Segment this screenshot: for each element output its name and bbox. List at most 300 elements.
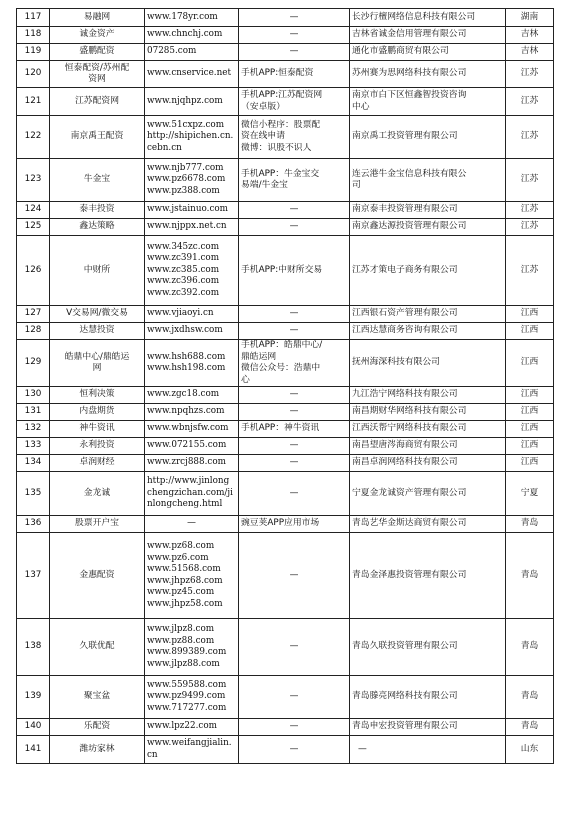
website-url-line: http://www.jinlong — [147, 476, 230, 487]
platform-name — [50, 340, 145, 387]
row-number: 126 — [17, 236, 50, 306]
website-url — [145, 736, 239, 764]
website-url — [145, 676, 239, 719]
app-info — [239, 306, 350, 323]
company-name-line: 江西银石资产管理有限公司 — [352, 308, 458, 319]
row-number: 130 — [17, 387, 50, 404]
platform-name-line: 盛鹏配资 — [79, 46, 115, 57]
platform-table-body — [17, 9, 554, 764]
region: 山东 — [506, 736, 554, 764]
app-info-line: — — [289, 389, 299, 400]
website-url-line: www.51568.com — [147, 564, 221, 574]
app-info-line: 微信小程序：股票配 — [241, 119, 321, 130]
app-info-line: — — [289, 569, 299, 580]
app-info-line: 手机APP:恒泰配资 — [241, 68, 314, 79]
region: 青岛 — [506, 719, 554, 736]
app-info — [239, 323, 350, 340]
website-url-line: nlongcheng.html — [147, 499, 223, 510]
region: 江西 — [506, 421, 554, 438]
website-url — [145, 88, 239, 116]
region: 宁夏 — [506, 472, 554, 516]
website-url — [145, 202, 239, 219]
platform-name — [50, 676, 145, 719]
row-number: 140 — [17, 719, 50, 736]
company-name-line: 通化市盛鹏商贸有限公司 — [352, 46, 449, 57]
platform-name-line: 股票开户宝 — [75, 518, 119, 529]
platform-name — [50, 219, 145, 236]
company-name-line: 青岛金泽惠投资管理有限公司 — [352, 569, 467, 580]
platform-list-document — [16, 8, 554, 764]
website-url-line: www.345zc.com — [147, 241, 220, 252]
website-url-line: www.zc385.com — [147, 264, 220, 275]
company-name — [350, 44, 506, 61]
region: 江苏 — [506, 116, 554, 159]
region: 江西 — [506, 323, 554, 340]
app-info-line: — — [289, 406, 299, 417]
table-row — [17, 438, 554, 455]
platform-name — [50, 9, 145, 27]
region: 青岛 — [506, 619, 554, 676]
table-row — [17, 61, 554, 88]
website-url-line: www.npqhzs.com — [147, 406, 225, 417]
table-row — [17, 719, 554, 736]
platform-name-line: 诚金资产 — [79, 29, 115, 40]
table-row — [17, 202, 554, 219]
website-url — [145, 533, 239, 619]
app-info-line: — — [289, 487, 299, 498]
website-url-line: www.jhpz58.com — [147, 598, 223, 609]
platform-name — [50, 27, 145, 44]
platform-name — [50, 421, 145, 438]
app-info — [239, 736, 350, 764]
company-name-line: 长沙行檀网络信息科技有限公司 — [352, 11, 476, 22]
website-url-line: www.899389.com — [147, 647, 227, 657]
platform-name — [50, 472, 145, 516]
company-name-line: 中心 — [352, 101, 370, 112]
platform-name-line: 皓鼎中心/鼎皓运 — [64, 351, 130, 362]
platform-name-line: 鑫达策略 — [79, 221, 115, 232]
row-number: 134 — [17, 455, 50, 472]
website-url-line: www.pz388.com — [147, 185, 220, 196]
row-number: 141 — [17, 736, 50, 764]
website-url-line: www.hsh688.com — [147, 351, 226, 362]
website-url-line: www.559588.com — [147, 679, 227, 690]
website-url-line: www.pz6678.com — [147, 174, 226, 185]
table-row — [17, 44, 554, 61]
app-info — [239, 676, 350, 719]
website-url-line: www.chnchj.com — [147, 29, 223, 40]
company-name — [350, 9, 506, 27]
company-name — [350, 116, 506, 159]
app-info — [239, 219, 350, 236]
website-url-line: cn — [147, 749, 158, 760]
website-url-line: www.lpz22.com — [147, 721, 217, 732]
company-name — [350, 455, 506, 472]
company-name — [350, 61, 506, 88]
website-url — [145, 44, 239, 61]
platform-name-line: 内盘期货 — [79, 406, 115, 417]
app-info-line: 手机APP:江苏配资网 — [241, 90, 323, 100]
app-info — [239, 438, 350, 455]
company-name-line: 南京市白下区恒鑫智投资咨询 — [352, 90, 467, 100]
region: 江苏 — [506, 88, 554, 116]
app-info-line: — — [289, 721, 299, 732]
app-info-line: 手机APP：牛金宝交 — [241, 168, 320, 179]
table-row — [17, 340, 554, 387]
website-url — [145, 387, 239, 404]
table-row — [17, 455, 554, 472]
table-row — [17, 306, 554, 323]
platform-table — [16, 8, 554, 764]
region: 江西 — [506, 306, 554, 323]
app-info — [239, 516, 350, 533]
app-info-line: 微信公众号：浩鼎中 — [241, 363, 321, 373]
website-url-line: chengzichan.com/ji — [147, 487, 233, 498]
app-info — [239, 236, 350, 306]
company-name-line: 南昌期财华网络科技有限公司 — [352, 406, 467, 417]
region: 江西 — [506, 387, 554, 404]
company-name — [350, 306, 506, 323]
platform-name — [50, 387, 145, 404]
region: 江苏 — [506, 236, 554, 306]
website-url — [145, 340, 239, 387]
region: 江西 — [506, 438, 554, 455]
app-info — [239, 116, 350, 159]
website-url-line: www.pz6.com — [147, 552, 209, 563]
company-name-line: 青岛申宏投资管理有限公司 — [352, 721, 458, 732]
table-row — [17, 219, 554, 236]
table-row — [17, 159, 554, 202]
app-info-line: — — [289, 457, 299, 468]
platform-name-line: V交易网/微交易 — [66, 308, 128, 319]
platform-name — [50, 323, 145, 340]
row-number: 120 — [17, 61, 50, 88]
website-url-line: www.njppx.net.cn — [147, 221, 227, 232]
website-url — [145, 159, 239, 202]
platform-name-line: 聚宝盆 — [83, 691, 111, 702]
platform-name — [50, 404, 145, 421]
website-url-line: www.pz68.com — [147, 541, 215, 551]
app-info-line: — — [289, 691, 299, 702]
website-url — [145, 619, 239, 676]
platform-name — [50, 619, 145, 676]
app-info — [239, 533, 350, 619]
table-row — [17, 676, 554, 719]
company-name-line: 连云港牛金宝信息科技有限公 — [352, 168, 467, 179]
company-name — [350, 516, 506, 533]
app-info-line: 手机APP：皓鼎中心/ — [241, 340, 323, 350]
platform-name-line: 金惠配资 — [79, 569, 115, 580]
app-info-line: — — [289, 743, 299, 754]
platform-name — [50, 159, 145, 202]
platform-name — [50, 61, 145, 88]
table-row — [17, 387, 554, 404]
platform-name — [50, 438, 145, 455]
website-url-line: www.jxdhsw.com — [147, 325, 223, 336]
row-number: 131 — [17, 404, 50, 421]
app-info — [239, 88, 350, 116]
app-info — [239, 159, 350, 202]
website-url — [145, 236, 239, 306]
website-url — [145, 116, 239, 159]
row-number: 136 — [17, 516, 50, 533]
company-name-line: 南京鑫达源投资管理有限公司 — [352, 221, 467, 232]
website-url-line: www.hsh198.com — [147, 363, 226, 373]
platform-name-line: 金龙诚 — [83, 487, 111, 498]
company-name-line: 苏州赛为思网络科技有限公司 — [352, 68, 467, 79]
table-row — [17, 533, 554, 619]
app-info-line: — — [289, 440, 299, 451]
platform-name — [50, 736, 145, 764]
app-info — [239, 421, 350, 438]
table-row — [17, 736, 554, 764]
platform-name-line: 恒利决策 — [79, 389, 115, 400]
platform-name — [50, 236, 145, 306]
website-url-line: www.jhpz68.com — [147, 575, 223, 586]
website-url-line: www.wbnjsfw.com — [147, 423, 229, 434]
region: 青岛 — [506, 533, 554, 619]
company-name-line: 宁夏金龙诚资产管理有限公司 — [352, 487, 467, 498]
app-info-line: 微博：识股不识人 — [241, 142, 312, 153]
table-row — [17, 421, 554, 438]
app-info-line: 手机APP：神牛资讯 — [241, 423, 320, 434]
company-name — [350, 619, 506, 676]
app-info — [239, 61, 350, 88]
platform-name-line: 久联优配 — [79, 641, 115, 652]
row-number: 128 — [17, 323, 50, 340]
region: 江苏 — [506, 159, 554, 202]
website-url-line: www.weifangjialin. — [147, 738, 232, 748]
platform-name-line: 资网 — [88, 74, 106, 84]
company-name-line: 九江浩宁网络科技有限公司 — [352, 389, 458, 400]
table-row — [17, 27, 554, 44]
region: 吉林 — [506, 44, 554, 61]
app-info-line: 鼎皓运网 — [241, 351, 277, 362]
website-url-line: 07285.com — [147, 46, 197, 57]
website-url-line: www.51cxpz.com — [147, 119, 225, 130]
platform-name-line: 南京禹王配资 — [70, 131, 124, 142]
app-info-line: — — [289, 221, 299, 232]
website-url — [145, 421, 239, 438]
company-name — [350, 88, 506, 116]
company-name — [350, 27, 506, 44]
platform-name-line: 牛金宝 — [83, 174, 111, 185]
website-url-line: www.zgc18.com — [147, 389, 220, 400]
company-name — [350, 236, 506, 306]
company-name — [350, 404, 506, 421]
platform-name-line: 恒泰配资/苏州配 — [64, 62, 130, 73]
app-info-line: — — [289, 11, 299, 22]
row-number: 122 — [17, 116, 50, 159]
app-info-line: 豌豆荚APP应用市场 — [241, 518, 320, 529]
company-name-line: 南京禹工投资管理有限公司 — [352, 131, 458, 142]
app-info-line: 易端/牛金宝 — [241, 180, 288, 190]
platform-name-line: 卓润财经 — [79, 457, 115, 468]
region: 青岛 — [506, 516, 554, 533]
website-url-line: — — [187, 518, 196, 529]
table-row — [17, 116, 554, 159]
company-name — [350, 421, 506, 438]
company-name — [350, 472, 506, 516]
app-info — [239, 27, 350, 44]
website-url — [145, 516, 239, 533]
company-name — [350, 387, 506, 404]
table-row — [17, 236, 554, 306]
app-info — [239, 619, 350, 676]
platform-name — [50, 533, 145, 619]
company-name-line: 南昌卓润网络科技有限公司 — [352, 457, 458, 468]
table-row — [17, 404, 554, 421]
website-url-line: www.vjiaoyi.cn — [147, 308, 214, 319]
company-name — [350, 438, 506, 455]
company-name — [350, 159, 506, 202]
platform-name-line: 泰丰投资 — [79, 204, 115, 215]
app-info-line: — — [289, 204, 299, 215]
company-name-line: 南昌望唐涔海商贸有限公司 — [352, 440, 458, 451]
company-name — [350, 533, 506, 619]
website-url-line: www.jlpz8.com — [147, 624, 215, 634]
row-number: 117 — [17, 9, 50, 27]
platform-name-line: 江苏配资网 — [75, 95, 119, 106]
platform-name — [50, 88, 145, 116]
website-url-line: www.pz45.com — [147, 587, 215, 597]
row-number: 127 — [17, 306, 50, 323]
row-number: 123 — [17, 159, 50, 202]
region: 青岛 — [506, 676, 554, 719]
company-name-line: 青岛久联投资管理有限公司 — [352, 641, 458, 652]
website-url-line: www.zc396.com — [147, 276, 220, 287]
app-info — [239, 9, 350, 27]
website-url — [145, 61, 239, 88]
table-row — [17, 619, 554, 676]
platform-name — [50, 719, 145, 736]
app-info-line: 心 — [241, 374, 250, 385]
website-url-line: www.zrcj888.com — [147, 457, 226, 468]
app-info-line: — — [289, 308, 299, 319]
website-url — [145, 9, 239, 27]
company-name — [350, 323, 506, 340]
row-number: 132 — [17, 421, 50, 438]
platform-name — [50, 116, 145, 159]
table-row — [17, 516, 554, 533]
website-url — [145, 404, 239, 421]
platform-name-line: 易融网 — [83, 11, 111, 22]
region: 江苏 — [506, 219, 554, 236]
website-url — [145, 719, 239, 736]
platform-name-line: 网 — [92, 363, 102, 373]
website-url-line: www.njb777.com — [147, 162, 224, 173]
website-url-line: www.pz88.com — [147, 635, 215, 646]
row-number: 125 — [17, 219, 50, 236]
platform-name-line: 乐配资 — [83, 721, 111, 732]
website-url — [145, 438, 239, 455]
row-number: 135 — [17, 472, 50, 516]
website-url-line: www.zc392.com — [147, 287, 220, 298]
platform-name-line: 潍坊家林 — [79, 743, 115, 754]
website-url — [145, 27, 239, 44]
region: 湖南 — [506, 9, 554, 27]
website-url — [145, 323, 239, 340]
company-name-line: 青岛滕亮网络科技有限公司 — [352, 691, 458, 702]
region: 江西 — [506, 455, 554, 472]
region: 江西 — [506, 340, 554, 387]
website-url — [145, 472, 239, 516]
company-name-line: 吉林省诚金信用管理有限公司 — [352, 29, 467, 40]
row-number: 121 — [17, 88, 50, 116]
table-row — [17, 88, 554, 116]
platform-name — [50, 44, 145, 61]
row-number: 137 — [17, 533, 50, 619]
website-url-line: www.cnservice.net — [147, 68, 231, 79]
company-name-line: 江西沃帮宁网络科技有限公司 — [352, 423, 467, 434]
company-name — [350, 736, 506, 764]
row-number: 138 — [17, 619, 50, 676]
app-info — [239, 44, 350, 61]
region: 江苏 — [506, 61, 554, 88]
table-row — [17, 323, 554, 340]
website-url-line: www.pz9499.com — [147, 691, 226, 702]
row-number: 133 — [17, 438, 50, 455]
app-info — [239, 719, 350, 736]
company-name-line: 江苏才策电子商务有限公司 — [352, 264, 458, 275]
website-url — [145, 306, 239, 323]
platform-name — [50, 455, 145, 472]
platform-name-line: 永利投资 — [79, 440, 115, 451]
row-number: 129 — [17, 340, 50, 387]
company-name-line: 司 — [352, 180, 361, 190]
platform-name-line: 中财所 — [83, 264, 111, 275]
table-row — [17, 472, 554, 516]
company-name-line: 抚州海深科技有限公司 — [352, 357, 440, 368]
platform-name — [50, 202, 145, 219]
company-name — [350, 202, 506, 219]
company-name — [350, 719, 506, 736]
website-url-line: www.njqhpz.com — [147, 95, 223, 106]
row-number: 119 — [17, 44, 50, 61]
row-number: 118 — [17, 27, 50, 44]
platform-name-line: 神牛资讯 — [79, 423, 115, 434]
website-url-line: www.jstainuo.com — [147, 204, 229, 215]
website-url-line: http://shipichen.cn. — [147, 131, 234, 142]
app-info-line: （安卓版） — [241, 101, 285, 112]
website-url-line: cebn.cn — [147, 142, 182, 153]
website-url-line: www.jlpz88.com — [147, 658, 220, 669]
website-url — [145, 455, 239, 472]
platform-name — [50, 306, 145, 323]
app-info-line: — — [289, 325, 299, 336]
app-info-line: — — [289, 29, 299, 40]
website-url-line: www.717277.com — [147, 702, 227, 713]
app-info — [239, 404, 350, 421]
app-info-line: — — [289, 641, 299, 652]
app-info-line: 资在线申请 — [241, 131, 285, 142]
company-name — [350, 676, 506, 719]
row-number: 139 — [17, 676, 50, 719]
website-url-line: www.072155.com — [147, 440, 227, 451]
row-number: 124 — [17, 202, 50, 219]
app-info-line: — — [289, 46, 299, 57]
app-info — [239, 202, 350, 219]
region: 吉林 — [506, 27, 554, 44]
app-info-line: 手机APP:中财所交易 — [241, 264, 323, 275]
company-name-line: 江西达慧商务咨询有限公司 — [352, 325, 458, 336]
company-name — [350, 340, 506, 387]
company-name — [350, 219, 506, 236]
app-info — [239, 472, 350, 516]
website-url — [145, 219, 239, 236]
company-name-line: 青岛艺华金斯达商贸有限公司 — [352, 518, 467, 529]
app-info — [239, 455, 350, 472]
